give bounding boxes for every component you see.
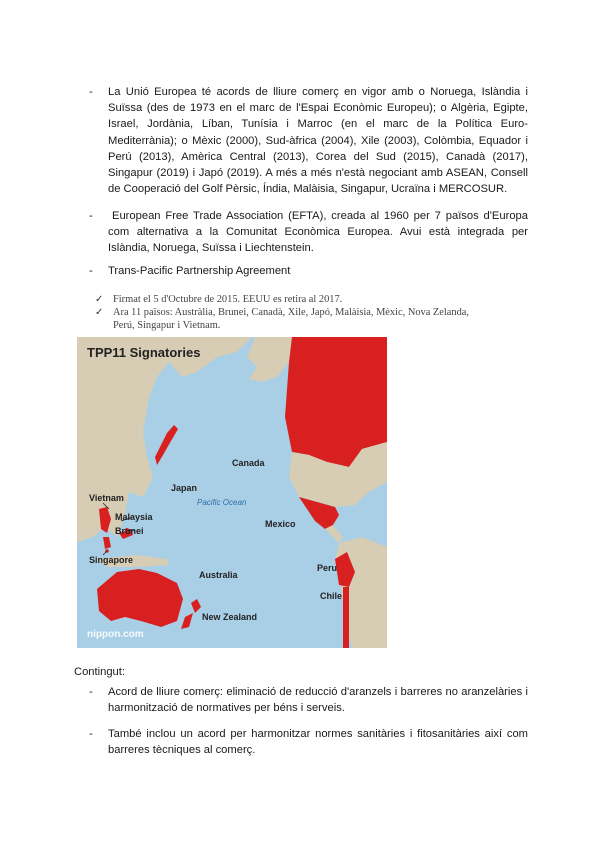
bullet-dash: - — [89, 210, 93, 222]
check-item-countries: Ara 11 països: Austràlia, Brunei, Canadà, Xile, Japó, Malàisia, Mèxic, Nova Zelanda, Perú, Singapur i Vietnam. — [113, 307, 469, 331]
map-country-chile — [343, 587, 349, 648]
bullet-dash: - — [89, 728, 93, 740]
map-credit: nippon.com — [87, 629, 144, 640]
label-malaysia: Malaysia — [115, 512, 153, 522]
label-japan: Japan — [171, 483, 198, 493]
label-mexico: Mexico — [265, 519, 296, 529]
tpp11-map-figure — [77, 337, 387, 648]
bullet-dash: - — [89, 265, 93, 277]
label-brunei: Brunei — [115, 526, 144, 536]
map-title: TPP11 Signatories — [87, 345, 201, 360]
paragraph-efta: European Free Trade Association (EFTA), creada al 1960 per 7 països d'Europa com alternativa a la Comunitat Econòmica Europea. Avui està integrada per Islàndia, Noruega, Suïssa i Liechtenstein. — [108, 210, 528, 255]
label-pacific-ocean: Pacific Ocean — [197, 498, 247, 507]
paragraph-contingut-1: Acord de lliure comerç: eliminació de reducció d'aranzels i barreres no aranzelàries i harmonització de normatives per béns i serveis. — [108, 686, 528, 715]
bullet-dash: - — [89, 86, 93, 98]
label-vietnam: Vietnam — [89, 493, 124, 503]
check-icon: ✓ — [95, 294, 104, 305]
label-peru: Peru — [317, 563, 338, 573]
label-australia: Australia — [199, 570, 238, 580]
label-chile: Chile — [320, 591, 343, 601]
label-singapore: Singapore — [89, 555, 134, 565]
check-item-signed: Firmat el 5 d'Octubre de 2015. EEUU es retira al 2017. — [113, 294, 343, 305]
bullet-dash: - — [89, 686, 93, 698]
paragraph-eu-agreements: La Unió Europea té acords de lliure comerç en vigor amb o Noruega, Islàndia i Suïssa (des de 1973 en el marc de l'Espai Econòmic Europeu); o Algèria, Egipte, Israel, Jordània, Líban, Tunísia i Marroc (en el marc de la Política Euro-Mediterrània); o Mèxic (2000), Sud-àfrica (2004), Xile (2003), Colòmbia, Equador i Perú (2013), Amèrica Central (2013), Corea del Sud (2015), Canadà (2017), Singapur (2019) i Japó (2019). A més a més n'està negociant amb ASEAN, Consell de Cooperació del Golf Pèrsic, Índia, Malàisia, Singapur, Ucraïna i MERCOSUR. — [108, 86, 528, 196]
section-heading-contingut: Contingut: — [74, 666, 125, 678]
label-new-zealand: New Zealand — [202, 612, 258, 622]
paragraph-contingut-2: També inclou un acord per harmonitzar normes sanitàries i fitosanitàries així com barreres tècniques al comerç. — [108, 728, 528, 757]
check-icon: ✓ — [95, 307, 104, 318]
paragraph-tpp: Trans-Pacific Partnership Agreement — [108, 265, 291, 277]
label-canada: Canada — [232, 458, 265, 468]
